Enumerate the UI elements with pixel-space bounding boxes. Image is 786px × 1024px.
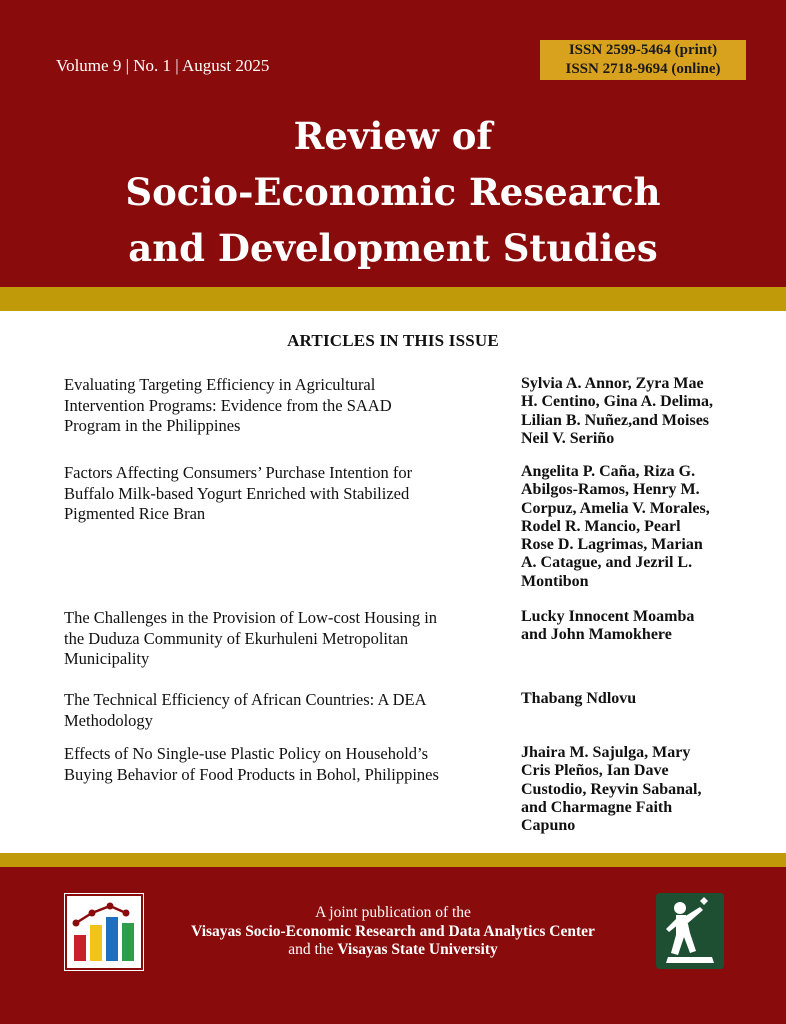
article-title-line: Factors Affecting Consumers’ Purchase Intention for bbox=[64, 463, 413, 482]
journal-title bbox=[0, 108, 786, 276]
article-author-line: Rodel R. Mancio, Pearl bbox=[521, 517, 681, 535]
article-author-line: Angelita P. Caña, Riza G. bbox=[521, 463, 696, 480]
article-authors bbox=[521, 463, 753, 591]
publisher-center-name: Visayas Socio-Economic Research and Data Analytics Center bbox=[191, 922, 595, 940]
journal-title-line: Socio-Economic Research bbox=[125, 170, 661, 214]
article-title-line: Municipality bbox=[64, 649, 150, 668]
article-author-line: Montibon bbox=[521, 572, 589, 590]
article-title[interactable] bbox=[64, 744, 504, 785]
article-author-line: Custodio, Reyvin Sabanal, bbox=[521, 780, 702, 798]
article-author-line: and John Mamokhere bbox=[521, 626, 672, 644]
article-title-line: Program in the Philippines bbox=[64, 416, 241, 435]
article-author-line: Thabang Ndlovu bbox=[521, 690, 637, 707]
article-title-line: The Challenges in the Provision of Low-cost Housing in bbox=[64, 608, 438, 627]
article-author-line: Cris Pleños, Ian Dave bbox=[521, 762, 669, 780]
article-title-line: Buying Behavior of Food Products in Bohol, Philippines bbox=[64, 764, 439, 784]
article-title[interactable] bbox=[64, 608, 504, 670]
volume-issue-line: Volume 9 | No. 1 | August 2025 bbox=[56, 56, 270, 75]
journal-title-line: Review of bbox=[293, 114, 493, 158]
university-seal-icon bbox=[656, 893, 724, 969]
article-authors bbox=[521, 375, 753, 448]
article-title-line: Pigmented Rice Bran bbox=[64, 504, 206, 523]
article-title-line: Effects of No Single-use Plastic Policy on Household’s bbox=[64, 744, 429, 763]
cover-footer bbox=[0, 867, 786, 1024]
article-author-line: Abilgos-Ramos, Henry M. bbox=[521, 481, 700, 499]
article-title[interactable] bbox=[64, 375, 504, 437]
article-author-line: Sylvia A. Annor, Zyra Mae bbox=[521, 375, 704, 392]
issn-online: ISSN 2718-9694 (online) bbox=[565, 61, 721, 77]
article-title[interactable] bbox=[64, 463, 504, 525]
issn-box bbox=[540, 40, 746, 80]
article-author-line: Corpuz, Amelia V. Morales, bbox=[521, 499, 710, 517]
issn-print: ISSN 2599-5464 (print) bbox=[568, 42, 718, 58]
article-title-line: Intervention Programs: Evidence from the SAAD bbox=[64, 395, 392, 415]
article-title-line: Buffalo Milk-based Yogurt Enriched with Stabilized bbox=[64, 483, 410, 503]
article-title-line: The Technical Efficiency of African Countries: A DEA bbox=[64, 690, 427, 709]
article-authors bbox=[521, 608, 753, 645]
university-name: Visayas State University bbox=[337, 941, 498, 958]
article-author-line: A. Catague, and Jezril L. bbox=[521, 554, 693, 572]
article-author-line: Neil V. Seriño bbox=[521, 429, 615, 447]
article-title-line: the Duduza Community of Ekurhuleni Metropolitan bbox=[64, 628, 409, 648]
cover-header bbox=[0, 0, 786, 287]
gold-divider-bottom bbox=[0, 853, 786, 867]
university-seal-icon bbox=[656, 893, 724, 969]
article-author-line: Capuno bbox=[521, 817, 576, 835]
article-title[interactable] bbox=[64, 690, 504, 731]
publisher-line: A joint publication of the bbox=[315, 904, 471, 921]
publisher-line-prefix: and the bbox=[288, 941, 338, 958]
article-title-line: Evaluating Targeting Efficiency in Agricultural bbox=[64, 375, 376, 394]
article-author-line: Lucky Innocent Moamba bbox=[521, 608, 695, 625]
article-author-line: Lilian B. Nuñez,and Moises bbox=[521, 411, 710, 429]
article-authors bbox=[521, 690, 753, 708]
article-authors bbox=[521, 744, 753, 835]
articles-heading: ARTICLES IN THIS ISSUE bbox=[287, 331, 499, 350]
article-author-line: Rose D. Lagrimas, Marian bbox=[521, 536, 703, 554]
article-title-line: Methodology bbox=[64, 710, 153, 730]
article-author-line: Jhaira M. Sajulga, Mary bbox=[521, 744, 691, 761]
article-author-line: and Charmagne Faith bbox=[521, 798, 673, 816]
article-author-line: H. Centino, Gina A. Delima, bbox=[521, 393, 714, 411]
gold-divider-top bbox=[0, 287, 786, 311]
journal-title-line: and Development Studies bbox=[128, 226, 658, 270]
